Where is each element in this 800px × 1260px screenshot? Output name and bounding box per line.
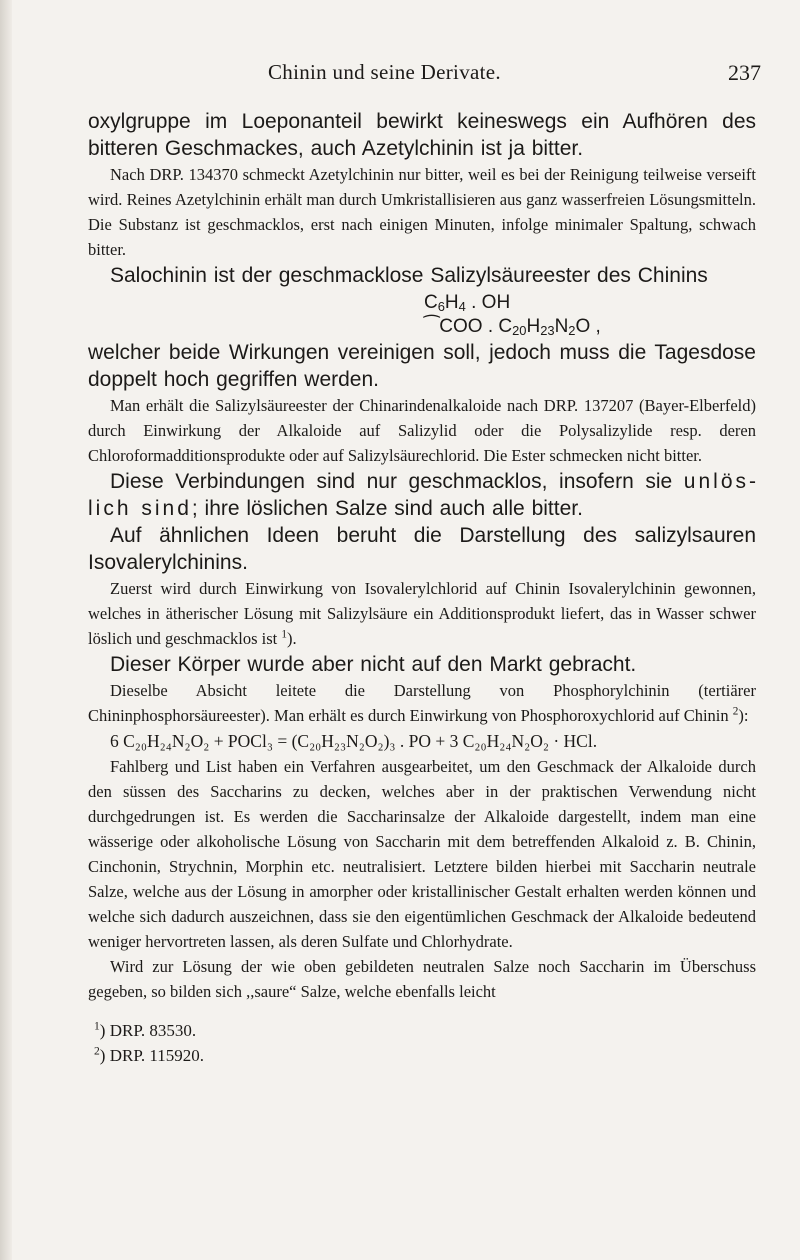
paragraph-12: Wird zur Lösung der wie oben gebildeten neutralen Salze noch Saccharin im Überschuss gegeben, so bilden sich ,,saure“ Salze, welche ebenfalls leicht <box>88 957 756 1001</box>
footnote-1: $^1$) DRP. 83530. <box>94 1019 197 1040</box>
page-gutter-shadow <box>0 0 12 1260</box>
page-number: 237 <box>728 60 761 85</box>
paragraph-4: welcher beide Wirkungen vereinigen soll, jedoch muss die Tagesdose doppelt hoch gegriffen werden. <box>88 341 756 391</box>
paragraph-1: oxylgruppe im Loeponanteil bewirkt keineswegs ein Aufhören des bitteren Geschmackes, auch Azetylchinin ist ja bitter. <box>88 110 756 160</box>
formula-salochinin-line-1: $C_6H_4$ . OH <box>424 292 511 314</box>
running-title: Chinin und seine Derivate. <box>268 60 501 84</box>
emphasis-unloeslich: unlöslich sind <box>88 470 756 520</box>
paragraph-9: Dieser Körper wurde aber nicht auf den Markt gebracht. <box>110 653 637 676</box>
paragraph-11: Fahlberg und List haben ein Verfahren ausgearbeitet, um den Geschmack der Alkaloide durch den süssen des Saccharins zu decken, welches aber in der praktischen Verwendung nicht durchgedrungen ist. Es werden die Saccharinsalze der Alkaloide dargestellt, indem man eine wässerige oder alkoholische Lösung von Saccharin mit dem betreffenden Alkaloid z. B. Chinin, Cinchonin, Strychnin, Morphin etc. neutralisiert. Letztere bilden hierbei mit Saccharin neutrale Salze, welche aus der Lösung in amorpher oder kristallinischer Gestalt erhalten werden können und welche sich dadurch auszeichnen, dass sie den eigentümlichen Geschmack der Alkaloide bedeutend weniger hervortreten lassen, als deren Sulfate und Chlorhydrate. <box>88 757 756 951</box>
paragraph-6: Diese Verbindungen sind nur geschmacklos, insofern sie unlöslich sind; ihre löslichen Salze sind auch alle bitter. <box>88 470 756 520</box>
footnote-2: $^2$) DRP. 115920. <box>94 1044 205 1065</box>
page-body <box>88 108 756 1068</box>
paragraph-3: Salochinin ist der geschmacklose Salizylsäureester des Chinins <box>110 264 708 287</box>
footnote-ref-1: 1 <box>281 628 288 641</box>
paragraph-5: Man erhält die Salizylsäureester der Chinarindenalkaloide nach DRP. 137207 (Bayer-Elberfeld) durch Einwirkung der Alkaloide auf Salizylid oder die Polysalizylide resp. deren Chloroformadditionsprodukte oder auf Salizylsäurechlorid. Die Ester schmecken nicht bitter. <box>88 396 756 465</box>
running-header <box>0 60 800 90</box>
paragraph-7: Auf ähnlichen Ideen beruht die Darstellung des salizylsauren Isovalerylchinins. <box>88 524 756 574</box>
formula-salochinin-line-2: ⁀COO . $C_{20}H_{23}N_2O$ , <box>424 316 601 338</box>
paragraph-10: Dieselbe Absicht leitete die Darstellung von Phosphorylchinin (tertiärer Chininphosphorsäureester). Man erhält es durch Einwirkung von Phosphoroxychlorid auf Chinin $^2$): <box>88 681 756 725</box>
footnote-ref-2: 2 <box>732 705 739 718</box>
paragraph-2: Nach DRP. 134370 schmeckt Azetylchinin nur bitter, weil es bei der Reinigung teilweise verseift wird. Reines Azetylchinin erhält man durch Umkristallisieren aus ganz wasserfreien Lösungsmitteln. Die Substanz ist geschmacklos, erst nach einigen Minuten, infolge minimaler Spaltung, schwach bitter. <box>88 165 756 259</box>
footnotes <box>88 1018 756 1068</box>
paragraph-8: Zuerst wird durch Einwirkung von Isovalerylchlorid auf Chinin Isovalerylchinin gewonnen, welches in ätherischer Lösung mit Salizylsäure ein Additionsprodukt liefert, das in Wasser schwer löslich und geschmacklos ist $^1$). <box>88 579 756 648</box>
formula-phosphorylchinin: 6 C₂₀H₂₄N₂O₂ + POCl₃ = (C₂₀H₂₃N₂O₂)₃ . PO + 3 C₂₀H₂₄N₂O₂ · HCl. <box>110 731 598 751</box>
